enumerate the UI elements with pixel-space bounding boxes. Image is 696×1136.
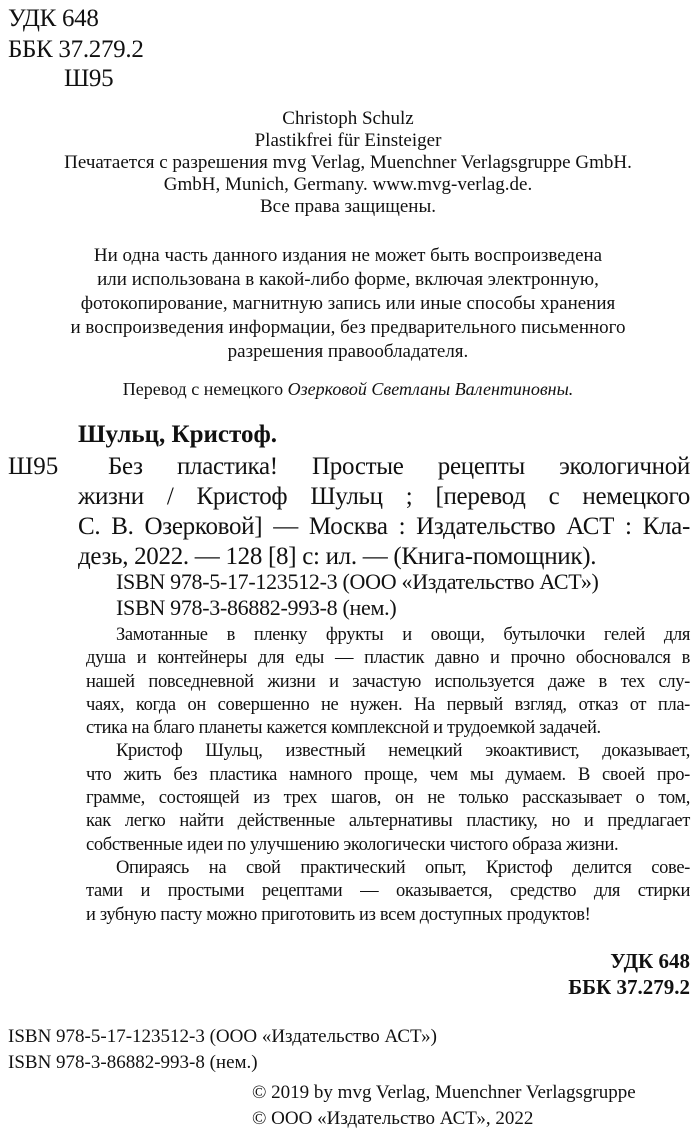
author-sign-code: Ш95 (64, 65, 114, 92)
permission-line-2: GmbH, Munich, Germany. www.mvg-verlag.de. (163, 174, 533, 195)
bibliography-line: Без пластика! Простые рецепты экологичной (108, 453, 690, 480)
bibliography-line: С. В. Озерковой] — Москва : Издательство АСТ : Кла- (78, 513, 690, 540)
notice-line: и воспроизведения информации, без предварительного письменного (70, 317, 626, 338)
annotation-line: Опираясь на свой практический опыт, Кристоф делится сове- (116, 857, 690, 878)
bibliography-line: дезь, 2022. — 128 [8] с: ил. — (Книга-помощник). (78, 543, 597, 570)
bbk-code: ББК 37.279.2 (8, 36, 144, 63)
rights-reserved: Все права защищены. (259, 196, 436, 217)
udk-code: УДК 648 (8, 5, 99, 32)
original-title: Plastikfrei für Einsteiger (254, 130, 442, 151)
annotation-line: чаях, когда он совершенно не нужен. На первый взгляд, отказ от пла- (86, 694, 690, 715)
annotation-line: Кристоф Шульц, известный немецкий экоактивист, доказывает, (116, 741, 690, 762)
annotation-line: грамме, состоящей из трех шагов, он не только рассказывает о том, (86, 788, 690, 809)
translation-credit (0, 378, 696, 400)
original-edition-info (0, 108, 696, 218)
annotation-line: Замотанные в пленку фрукты и овощи, бутылочки гелей для (116, 625, 690, 645)
copyright-notice (0, 244, 696, 364)
annotation-line: нашей повседневной жизни и зачастую используется даже в тех слу- (86, 671, 690, 692)
annotation-line: как легко найти действенные альтернативы пластику, но и предлагает (86, 811, 690, 832)
annotation-line: душа и контейнеры для еды — пластик давно и прочно обосновался в (86, 648, 690, 669)
udk-code-bold: УДК 648 (610, 949, 690, 973)
permission-line-1: Печатается с разрешения mvg Verlag, Muenchner Verlagsgruppe GmbH. (64, 152, 632, 173)
annotation-line: и зубную пасту можно приготовить из всем доступных продуктов! (86, 904, 591, 925)
annotation-line: тами и простыми рецептами — оказывается, средство для стирки (86, 881, 690, 902)
bbk-code-bold: ББК 37.279.2 (568, 975, 690, 999)
copyright-ast: © ООО «Издательство АСТ», 2022 (252, 1108, 534, 1129)
notice-line: фотокопирование, магнитную запись или иные способы хранения (80, 293, 616, 314)
bibliography-record (78, 452, 690, 572)
notice-line: разрешения правообладателя. (227, 341, 469, 362)
notice-line: Ни одна часть данного издания не может быть воспроизведена (93, 245, 603, 266)
annotation-line: собственные идеи по улучшению экологически чистого образа жизни. (86, 834, 619, 855)
isbn-ru: ISBN 978-5-17-123512-3 (ООО «Издательство АСТ») (116, 569, 599, 594)
annotation-line: стика на благо планеты кажется комплексной и трудоемкой задачей. (86, 718, 601, 739)
translator-name: Озерковой Светланы Валентиновны. (287, 379, 574, 399)
annotation (86, 624, 690, 927)
isbn-de: ISBN 978-3-86882-993-8 (нем.) (116, 595, 397, 620)
bibliography-code: Ш95 (8, 453, 59, 480)
footer-isbn-ru: ISBN 978-5-17-123512-3 (ООО «Издательство АСТ») (8, 1026, 437, 1047)
notice-line: или использована в какой-либо форме, включая электронную, (97, 269, 599, 290)
bibliography-line: жизни / Кристоф Шульц ; [перевод с немецкого (78, 483, 690, 510)
copyright-mvg: © 2019 by mvg Verlag, Muenchner Verlagsgruppe (252, 1082, 636, 1103)
annotation-line: что жить без пластика намного проще, чем мы думаем. В своей про- (86, 764, 690, 785)
original-author: Christoph Schulz (282, 108, 414, 129)
translation-prefix: Перевод с немецкого (122, 379, 288, 399)
bibliography-author: Шульц, Кристоф. (78, 421, 278, 448)
footer-isbn-de: ISBN 978-3-86882-993-8 (нем.) (8, 1052, 258, 1073)
